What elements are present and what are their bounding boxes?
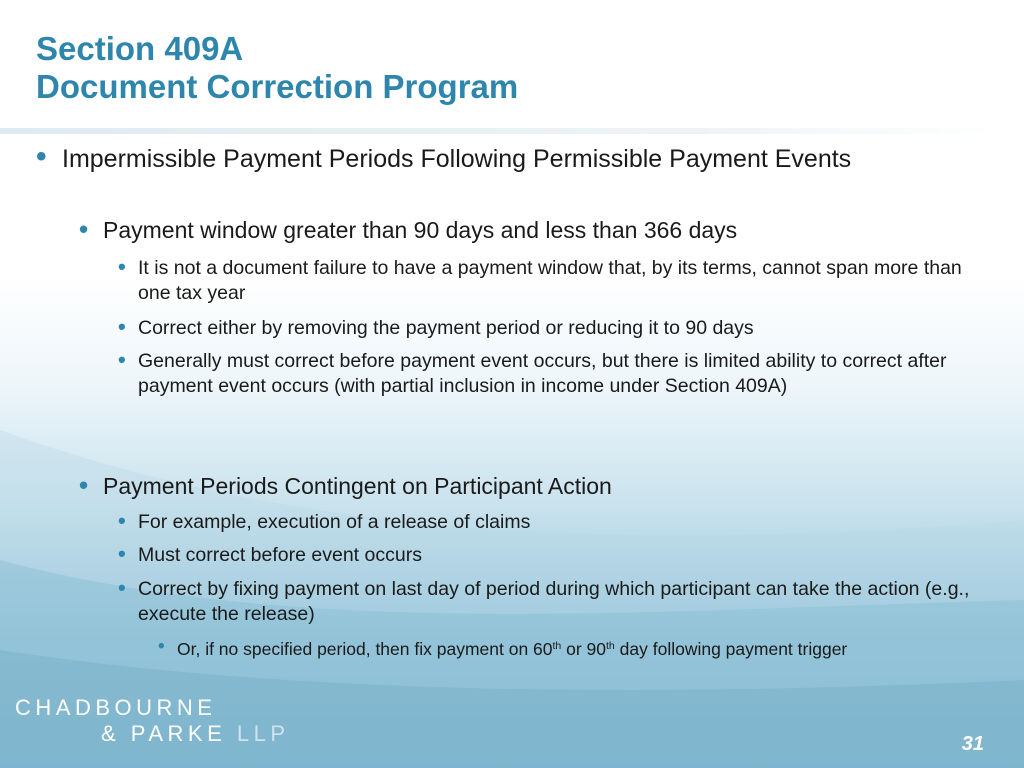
bullet-dot-icon: • — [158, 636, 165, 657]
bullet-level4 — [158, 636, 992, 660]
slide-title-line-2: Document Correction Program — [36, 68, 519, 105]
bullet-level3 — [118, 314, 998, 341]
bullet-text-part: or 90 — [561, 639, 607, 659]
bullet-level3 — [118, 347, 968, 399]
logo-line-2 — [101, 721, 290, 747]
bullet-level2 — [79, 214, 993, 244]
title-divider — [0, 128, 1000, 134]
logo-line-1: CHADBOURNE — [15, 695, 217, 720]
logo-line-2-suffix: LLP — [226, 721, 290, 746]
ordinal-suffix: th — [606, 640, 615, 652]
bullet-level2 — [79, 470, 993, 500]
bullet-level3 — [118, 254, 978, 306]
logo-line-2-main: & PARKE — [101, 721, 227, 746]
bullet-dot-icon: • — [118, 314, 126, 339]
bullet-text: Must correct before event occurs — [138, 544, 422, 566]
bullet-dot-icon: • — [118, 347, 126, 372]
bullet-level3 — [118, 575, 1000, 627]
bullet-dot-icon: • — [118, 254, 126, 279]
bullet-text: Payment window greater than 90 days and less than 366 days — [103, 217, 738, 243]
bullet-dot-icon: • — [79, 214, 89, 244]
slide-title — [36, 30, 518, 106]
bullet-dot-icon: • — [36, 140, 47, 173]
bullet-text: Generally must correct before payment event occurs, but there is limited ability to correct after payment event occurs (with partial inclusion in income under Section 409A) — [138, 350, 947, 397]
bullet-dot-icon: • — [118, 508, 126, 533]
bullet-text-part: day following payment trigger — [614, 639, 848, 659]
bullet-text: Impermissible Payment Periods Following Permissible Payment Events — [62, 145, 852, 173]
page-number: 31 — [961, 733, 984, 755]
slide-title-line-1: Section 409A — [36, 30, 244, 67]
bullet-text: Correct either by removing the payment period or reducing it to 90 days — [138, 317, 754, 339]
bullet-text: It is not a document failure to have a payment window that, by its terms, cannot span more than one tax year — [138, 257, 962, 304]
bullet-text-part: Or, if no specified period, then fix payment on 60 — [177, 639, 553, 659]
bullet-dot-icon: • — [79, 470, 89, 500]
bullet-text: For example, execution of a release of claims — [138, 511, 531, 533]
bullet-text: Correct by fixing payment on last day of period during which participant can take the action (e.g., execute the release) — [138, 578, 970, 625]
ordinal-suffix: th — [552, 640, 562, 652]
bullet-dot-icon: • — [118, 575, 126, 600]
bullet-level1 — [36, 140, 992, 174]
bullet-dot-icon: • — [118, 541, 126, 566]
bullet-text: Payment Periods Contingent on Participant Action — [103, 473, 612, 499]
bullet-level3 — [118, 541, 998, 568]
bullet-level3 — [118, 508, 998, 535]
